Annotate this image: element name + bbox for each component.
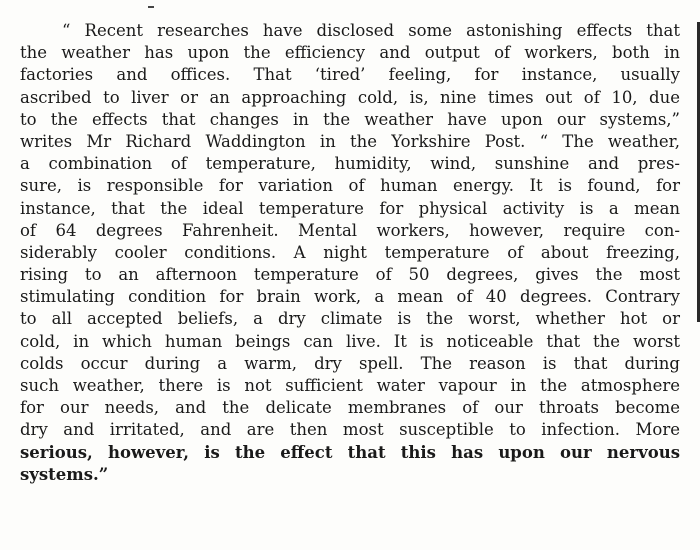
text-line: writes Mr Richard Waddington in the Yorkshire Post. “ The weather, — [20, 131, 680, 151]
text-line: cold, in which human beings can live. It is noticeable that the worst — [20, 331, 680, 351]
text-line: colds occur during a warm, dry spell. The reason is that during — [20, 353, 680, 373]
text-line: such weather, there is not sufficient water vapour in the atmosphere — [20, 376, 680, 395]
text-line: stimulating condition for brain work, a mean of 40 degrees. Contrary — [20, 287, 680, 307]
text-line: sure, is responsible for variation of human energy. It is found, for — [20, 176, 680, 196]
text-line: factories and offices. That ‘tired’ feeling, for instance, usually — [20, 65, 680, 85]
text-line: siderably cooler conditions. A night temperature of about freezing, — [20, 242, 680, 262]
text-line: to the effects that changes in the weather have upon our systems,” — [20, 109, 680, 129]
text-line: a combination of temperature, humidity, wind, sunshine and pres- — [20, 154, 680, 174]
text-line: the weather has upon the efficiency and output of workers, both in — [20, 43, 680, 63]
text-line: of 64 degrees Fahrenheit. Mental workers, however, require con- — [20, 220, 680, 240]
text-line: for our needs, and the delicate membranes of our throats become — [20, 398, 680, 418]
text-line: dry and irritated, and are then most susceptible to infection. More — [20, 420, 680, 440]
text-line: rising to an afternoon temperature of 50 degrees, gives the most — [20, 265, 680, 285]
text-line: systems.” — [20, 464, 109, 484]
text-line: serious, however, is the effect that this has upon our nervous — [20, 442, 680, 462]
scan-speck — [148, 6, 154, 8]
article-paragraph — [20, 20, 680, 486]
text-line: instance, that the ideal temperature for physical activity is a mean — [20, 198, 680, 218]
text-line: to all accepted beliefs, a dry climate is the worst, whether hot or — [20, 309, 680, 329]
text-line: ascribed to liver or an approaching cold, is, nine times out of 10, due — [20, 87, 680, 107]
text-line: “ Recent researches have disclosed some astonishing effects that — [62, 21, 680, 40]
